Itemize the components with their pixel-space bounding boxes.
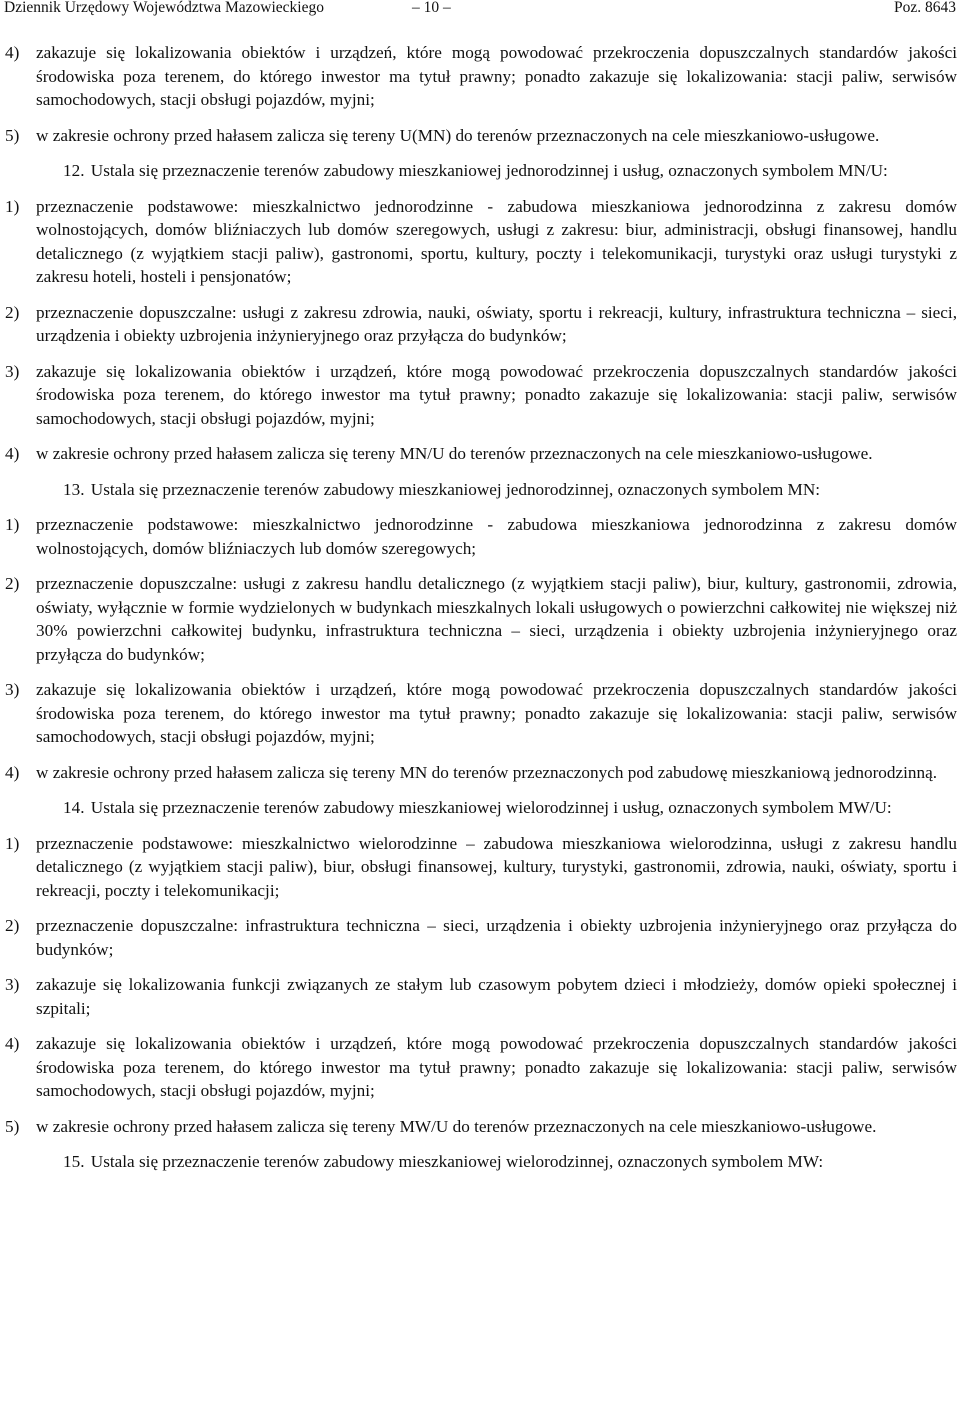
list-item: [5, 914, 957, 961]
item-number: 5): [5, 1116, 20, 1136]
list-item: [5, 41, 957, 112]
list-item: [5, 832, 957, 903]
position-reference: Poz. 8643: [894, 0, 956, 16]
list-item: [5, 973, 957, 1020]
item-text: zakazuje się lokalizowania obiektów i urządzeń, które mogą powodować przekroczenia dopuszczalnych standardów jakości środowiska poza terenem, do którego inwestor ma tytuł prawny; ponadto zakazuje się lokalizowania: stacji paliw, serwisów samochodowych, stacji obsługi pojazdów, myjni;: [36, 1034, 957, 1100]
list-item: [5, 1115, 957, 1139]
item-number: 2): [5, 916, 20, 935]
list-item: [5, 761, 957, 785]
item-text: przeznaczenie dopuszczalne: usługi z zakresu zdrowia, nauki, oświaty, sportu i rekreacji, kultury, infrastruktura techniczna – sieci, urządzenia i obiekty uzbrojenia inżynieryjnego oraz przyłącza do budynków;: [36, 302, 957, 345]
list-item: [5, 195, 957, 289]
list-item: [5, 301, 957, 348]
item-text: przeznaczenie dopuszczalne: infrastruktura techniczna – sieci, urządzenia i obiekty uzbrojenia inżynieryjnego oraz przyłącza do budynków;: [36, 916, 957, 959]
item-text: przeznaczenie dopuszczalne: usługi z zakresu handlu detalicznego (z wyjątkiem stacji paliw), biur, kultury, gastronomii, zdrowia, oświaty, wyłącznie w formie wydzielonych w budynkach mieszkalnych lokali usługowych o powierzchni całkowitej nie większej niż 30% powierzchni całkowitej budynku, infrastruktura techniczna – sieci, urządzenia i obiekty uzbrojenia inżynieryjnego oraz przyłącza do budynków;: [36, 574, 957, 664]
paragraph-number: 13.: [63, 479, 85, 499]
list-item: [5, 442, 957, 466]
item-number: 3): [5, 680, 20, 699]
item-number: 2): [5, 302, 20, 322]
list-item: [5, 360, 957, 431]
item-text: w zakresie ochrony przed hałasem zalicza się tereny U(MN) do terenów przeznaczonych na cele mieszkaniowo-usługowe.: [36, 125, 880, 145]
item-number: 2): [5, 574, 20, 593]
item-text: zakazuje się lokalizowania obiektów i urządzeń, które mogą powodować przekroczenia dopuszczalnych standardów jakości środowiska poza terenem, do którego inwestor ma tytuł prawny; ponadto zakazuje się lokalizowania: stacji paliw, serwisów samochodowych, stacji obsługi pojazdów, myjni;: [36, 361, 957, 428]
paragraph-number: 12.: [63, 161, 85, 180]
item-number: 1): [5, 515, 20, 534]
paragraph-number: 15.: [63, 1152, 85, 1171]
paragraph-14: [5, 796, 957, 820]
item-text: przeznaczenie podstawowe: mieszkalnictwo wielorodzinne – zabudowa mieszkaniowa wielorodzinna, usługi z zakresu handlu detalicznego (z wyjątkiem stacji paliw), biur, obsługi finansowej, kultury, turystyki, gastronomii, zdrowia, nauki, oświaty, sportu i rekreacji, poczty i telekomunikacji;: [36, 833, 957, 900]
journal-title: Dziennik Urzędowy Województwa Mazowieckiego: [4, 0, 324, 16]
paragraph-number: 14.: [63, 798, 85, 817]
item-text: zakazuje się lokalizowania obiektów i urządzeń, które mogą powodować przekroczenia dopuszczalnych standardów jakości środowiska poza terenem, do którego inwestor ma tytuł prawny; ponadto zakazuje się lokalizowania: stacji paliw, serwisów samochodowych, stacji obsługi pojazdów, myjni;: [36, 680, 957, 746]
item-number: 3): [5, 975, 20, 994]
item-text: w zakresie ochrony przed hałasem zalicza się tereny MW/U do terenów przeznaczonych na cele mieszkaniowo-usługowe.: [36, 1116, 877, 1136]
page-number: – 10 –: [412, 0, 451, 16]
item-text: w zakresie ochrony przed hałasem zalicza się tereny MN do terenów przeznaczonych pod zabudowę mieszkaniową jednorodzinną.: [36, 762, 938, 782]
item-number: 4): [5, 1034, 20, 1053]
item-number: 5): [5, 125, 20, 145]
list-item: [5, 572, 957, 666]
item-number: 4): [5, 762, 20, 782]
paragraph-text: Ustala się przeznaczenie terenów zabudowy mieszkaniowej wielorodzinnej, oznaczonych symbolem MW:: [90, 1152, 824, 1171]
item-text: przeznaczenie podstawowe: mieszkalnictwo jednorodzinne - zabudowa mieszkaniowa jednorodzinna z zakresu domów wolnostojących, domów bliźniaczych lub domów szeregowych;: [36, 515, 957, 558]
list-item: [5, 678, 957, 749]
list-item: [5, 1032, 957, 1103]
list-item: [5, 124, 957, 148]
item-number: 4): [5, 444, 20, 463]
paragraph-text: Ustala się przeznaczenie terenów zabudowy mieszkaniowej jednorodzinnej i usług, oznaczonych symbolem MN/U:: [90, 161, 888, 180]
paragraph-12: [5, 159, 957, 183]
paragraph-text: Ustala się przeznaczenie terenów zabudowy mieszkaniowej jednorodzinnej, oznaczonych symbolem MN:: [90, 479, 821, 499]
item-text: zakazuje się lokalizowania funkcji związanych ze stałym lub czasowym pobytem dzieci i młodzieży, domów opieki społecznej i szpitali;: [36, 975, 957, 1018]
item-number: 4): [5, 43, 20, 62]
item-number: 1): [5, 833, 20, 853]
paragraph-text: Ustala się przeznaczenie terenów zabudowy mieszkaniowej wielorodzinnej i usług, oznaczonych symbolem MW/U:: [90, 798, 892, 817]
item-number: 1): [5, 196, 20, 216]
item-number: 3): [5, 361, 20, 381]
item-text: w zakresie ochrony przed hałasem zalicza się tereny MN/U do terenów przeznaczonych na cele mieszkaniowo-usługowe.: [36, 444, 873, 463]
paragraph-13: [5, 478, 957, 502]
paragraph-15: [5, 1150, 957, 1174]
page-header: [4, 0, 956, 16]
document-body: [5, 41, 957, 1186]
item-text: przeznaczenie podstawowe: mieszkalnictwo jednorodzinne - zabudowa mieszkaniowa jednorodzinna z zakresu domów wolnostojących, domów bliźniaczych lub domów szeregowych, usługi z zakresu: biur, administracji, obsługi finansowej, handlu detalicznego (z wyjątkiem stacji paliw), gastronomi, sportu, kultury, poczty i telekomunikacji, turystyki oraz usługi turystyki z zakresu hoteli, hosteli i pensjonatów;: [36, 196, 957, 286]
list-item: [5, 513, 957, 560]
item-text: zakazuje się lokalizowania obiektów i urządzeń, które mogą powodować przekroczenia dopuszczalnych standardów jakości środowiska poza terenem, do którego inwestor ma tytuł prawny; ponadto zakazuje się lokalizowania: stacji paliw, serwisów samochodowych, stacji obsługi pojazdów, myjni;: [36, 43, 957, 109]
